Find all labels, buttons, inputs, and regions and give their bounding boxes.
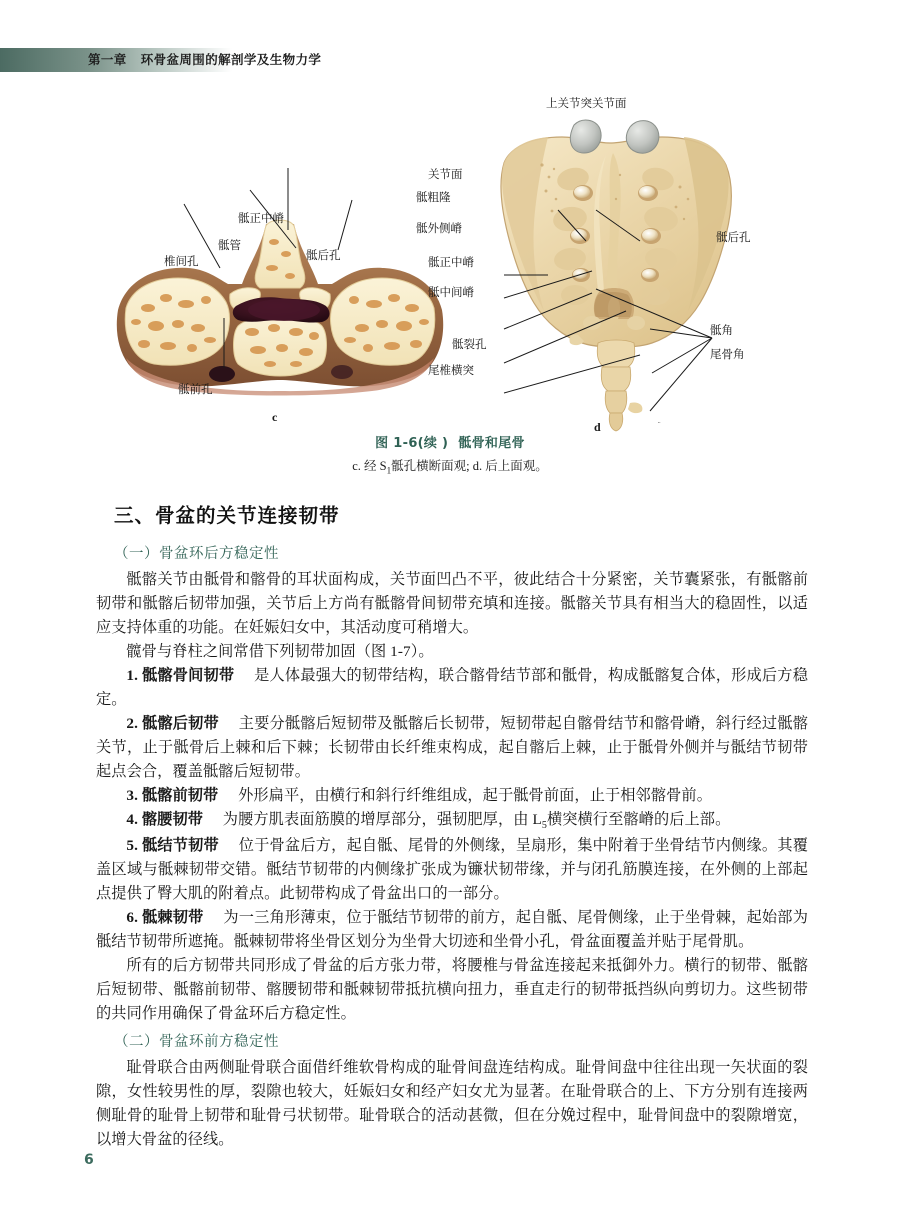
panel-d-label-sacral-cornu: 骶角: [710, 323, 733, 337]
list-item-6-term: 骶棘韧带: [141, 909, 204, 927]
figure-1-6-continued: [0, 88, 900, 478]
panel-d-label-lateral-sacral-crest: 骶外侧嵴: [416, 221, 462, 235]
running-head: [0, 48, 900, 72]
figure-caption: [0, 432, 900, 476]
list-item-6-number: 6.: [126, 909, 138, 927]
list-item-4-text-b: 横突横行至髂嵴的后上部。: [546, 811, 731, 829]
list-item-4-term: 髂腰韧带: [141, 811, 204, 829]
running-head-text: [88, 50, 321, 68]
list-item-3-term: 骶髂前韧带: [141, 787, 219, 805]
list-item-5: [96, 834, 808, 906]
panel-c-letter: c: [272, 410, 278, 424]
panel-d-letter: d: [594, 420, 601, 434]
list-item-1-text: 是人体最强大的韧带结构，联合髂骨结节部和骶骨，构成骶髂复合体，形成后方稳定。: [96, 667, 808, 709]
panel-c-label-median-crest: 骶正中嵴: [238, 211, 284, 225]
page-number: 6: [84, 1152, 94, 1168]
panel-d-label-median-sacral-crest: 骶正中嵴: [428, 255, 474, 269]
running-head-chapter: 第一章: [88, 52, 127, 67]
list-item-2-text: 主要分骶髂后短韧带及骶髂后长韧带，短韧带起自髂骨结节和髂骨嵴，斜行经过骶髂关节，止于骶骨后上棘和后下棘；长韧带由长纤维束构成，起自髂后上棘，止于骶骨外侧并与骶结节韧带起点会合，覆盖骶髂后短韧带。: [96, 715, 808, 781]
list-item-1-number: 1.: [126, 667, 138, 685]
panel-c-label-anterior-sacral-foramen: 骶前孔: [178, 382, 213, 396]
panel-d-label-superior-articular-facet: 上关节突关节面: [546, 96, 627, 110]
panel-d-label-coccygeal-transverse-process: 尾椎横突: [428, 363, 474, 377]
figure-number: 图 1-6(续 ): [375, 436, 449, 451]
list-item-6: [96, 906, 808, 954]
list-item-5-number: 5.: [126, 836, 138, 854]
subsection-heading-1: （一）骨盆环后方稳定性: [114, 546, 279, 562]
panel-c-label-posterior-sacral-foramen: 骶后孔: [306, 248, 341, 262]
paragraph-pubic-symphysis: 耻骨联合由两侧耻骨联合面借纤维软骨构成的耻骨间盘连结构成。耻骨间盘中往往出现一矢状面的裂隙，女性较男性的厚，裂隙也较大，妊娠妇女和经产妇女尤为显著。在耻骨联合的上、下方分别有连接两侧耻骨的耻骨上韧带和耻骨弓状韧带。耻骨联合的活动甚微，但在分娩过程中，耻骨间盘中的裂隙增宽，以增大骨盆的径线。: [96, 1059, 808, 1149]
paragraph-ligament-intro: 髋骨与脊柱之间常借下列韧带加固（图 1-7）。: [126, 643, 434, 661]
list-item-3-text: 外形扁平，由横行和斜行纤维组成，起于骶骨前面，止于相邻髂骨前。: [238, 787, 712, 805]
figure-caption-title-line: [0, 432, 900, 451]
body-content: [96, 500, 808, 1152]
panel-d-label-auricular-surface: 关节面: [428, 167, 463, 181]
list-item-2-term: 骶髂后韧带: [141, 715, 219, 733]
panel-d-label-sacral-hiatus: 骶裂孔: [452, 337, 487, 351]
section-heading: 三、骨盆的关节连接韧带: [114, 506, 340, 527]
list-item-4-text-a: 为腰方肌表面筋膜的增厚部分，强韧肥厚，由 L: [222, 811, 542, 829]
figure-caption-subtext: [0, 456, 900, 476]
list-item-2: [96, 712, 808, 784]
caption-part-b: 骶孔横断面观; d. 后上面观。: [391, 459, 548, 473]
list-item-1: [96, 664, 808, 712]
list-item-5-term: 骶结节韧带: [141, 836, 219, 854]
list-item-1-term: 骶髂骨间韧带: [141, 667, 235, 685]
list-item-5-text: 位于骨盆后方，起自骶、尾骨的外侧缘，呈扇形，集中附着于坐骨结节内侧缘。其覆盖区域与骶棘韧带交错。骶结节韧带的内侧缘扩张成为镰状韧带缘，并与闭孔筋膜连接，在外侧的上部起点提供了臀大肌的附着点。此韧带构成了骨盆出口的一部分。: [96, 836, 808, 903]
list-item-3: [96, 784, 808, 808]
paragraph-posterior-tension-band: 所有的后方韧带共同形成了骨盆的后方张力带，将腰椎与骨盆连接起来抵御外力。横行的韧带、骶髂后短韧带、骶髂前韧带、髂腰韧带和骶棘韧带抵抗横向扭力，垂直走行的韧带抵挡纵向剪切力。这些韧带的共同作用确保了骨盆环后方稳定性。: [96, 957, 808, 1023]
caption-part-a: c. 经 S: [352, 459, 387, 473]
panel-d-label-intermediate-sacral-crest: 骶中间嵴: [428, 285, 474, 299]
panel-d-label-posterior-sacral-foramina: 骶后孔: [716, 230, 751, 244]
caption-subscript: 1: [386, 465, 392, 476]
panel-d-label-coccygeal-cornu: 尾骨角: [710, 347, 745, 361]
paragraph-sacroiliac-joint: 骶髂关节由骶骨和髂骨的耳状面构成，关节面凹凸不平，彼此结合十分紧密，关节囊紧张，有骶髂前韧带和骶髂后韧带加强，关节后上方尚有骶髂骨间韧带充填和连接。骶髂关节具有相当大的稳固性，以适应支持体重的功能。在妊娠妇女中，其活动度可稍增大。: [96, 571, 808, 637]
panel-c-label-intervertebral-foramen: 椎间孔: [164, 254, 199, 268]
list-item-4-subscript: 5: [541, 820, 547, 832]
running-head-title: 环骨盆周围的解剖学及生物力学: [140, 52, 322, 67]
list-item-4: [96, 808, 808, 834]
list-item-4-number: 4.: [126, 811, 138, 829]
list-item-6-text: 为一三角形薄束，位于骶结节韧带的前方，起自骶、尾骨侧缘，止于坐骨棘，起始部为骶结节韧带所遮掩。骶棘韧带将坐骨区划分为坐骨大切迹和坐骨小孔，骨盆面覆盖并贴于尾骨肌。: [96, 909, 808, 951]
panel-d-label-sacral-tuberosity: 骶粗隆: [416, 190, 451, 204]
list-item-2-number: 2.: [126, 715, 138, 733]
panel-c-label-sacral-canal: 骶管: [218, 238, 241, 252]
list-item-3-number: 3.: [126, 787, 138, 805]
subsection-heading-2: （二）骨盆环前方稳定性: [114, 1034, 279, 1051]
figure-title: 骶骨和尾骨: [458, 436, 525, 451]
